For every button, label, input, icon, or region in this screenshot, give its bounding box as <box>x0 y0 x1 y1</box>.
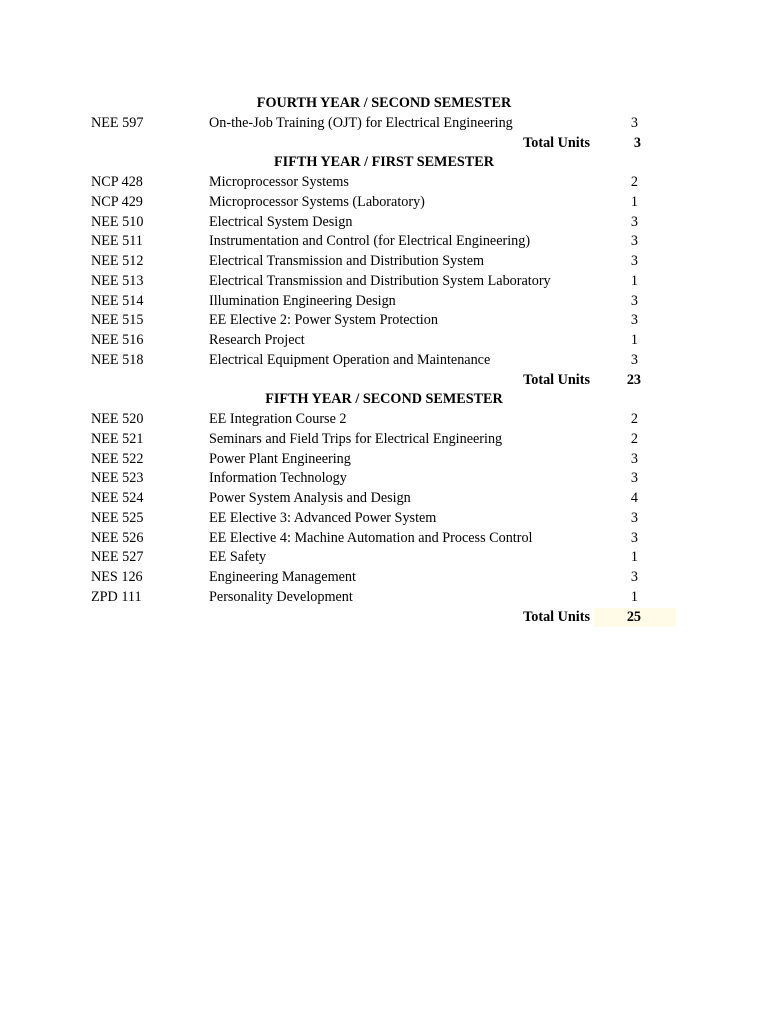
semester-header: FIFTH YEAR / SECOND SEMESTER <box>265 391 503 408</box>
course-title: Personality Development <box>209 588 353 605</box>
course-units: 1 <box>630 272 638 289</box>
total-units-label: Total Units <box>523 371 590 388</box>
course-units: 2 <box>630 174 638 190</box>
curriculum-sheet <box>0 94 768 627</box>
course-title: EE Safety <box>209 549 267 566</box>
course-units: 3 <box>630 233 638 250</box>
course-title: Power Plant Engineering <box>209 450 351 467</box>
course-row <box>0 588 768 608</box>
course-code: NEE 527 <box>91 549 144 566</box>
course-row <box>0 232 768 252</box>
course-row <box>0 213 768 233</box>
course-title: Power System Analysis and Design <box>209 490 411 506</box>
course-title: On-the-Job Training (OJT) for Electrical Engineering <box>209 114 513 131</box>
course-code: NEE 516 <box>91 332 144 348</box>
course-code: NEE 521 <box>91 430 144 447</box>
course-units: 3 <box>630 450 638 467</box>
course-title: Engineering Management <box>209 569 356 585</box>
semester-header-row <box>0 390 768 410</box>
semester-header-row <box>0 94 768 114</box>
course-title: Instrumentation and Control (for Electrical Engineering) <box>209 233 531 250</box>
course-units: 3 <box>630 351 638 368</box>
course-title: Electrical Equipment Operation and Maintenance <box>209 351 491 368</box>
course-units: 4 <box>630 490 638 506</box>
course-row <box>0 529 768 549</box>
course-row <box>0 272 768 292</box>
total-units-label: Total Units <box>523 608 590 625</box>
course-row <box>0 548 768 568</box>
course-code: NCP 429 <box>91 193 143 210</box>
course-title: Microprocessor Systems (Laboratory) <box>209 193 425 210</box>
course-code: NEE 510 <box>91 213 144 230</box>
course-title: Microprocessor Systems <box>209 174 349 190</box>
course-code: NEE 518 <box>91 351 144 368</box>
course-units: 2 <box>630 411 638 427</box>
course-code: NEE 515 <box>91 312 144 329</box>
total-units-value: 25 <box>626 608 641 625</box>
total-units-row <box>0 371 768 391</box>
total-units-value: 23 <box>626 371 641 388</box>
total-units-label: Total Units <box>523 134 590 151</box>
total-units-row <box>0 134 768 154</box>
course-title: EE Integration Course 2 <box>209 411 347 427</box>
course-code: NEE 522 <box>91 450 144 467</box>
course-row <box>0 450 768 470</box>
course-code: NEE 513 <box>91 272 144 289</box>
semester-header: FIFTH YEAR / FIRST SEMESTER <box>274 154 494 171</box>
course-code: NEE 520 <box>91 411 144 427</box>
course-code: NEE 524 <box>91 490 144 506</box>
course-units: 3 <box>630 292 638 309</box>
course-code: NEE 512 <box>91 253 144 269</box>
course-units: 3 <box>630 114 638 131</box>
course-title: Information Technology <box>209 470 347 487</box>
course-row <box>0 469 768 489</box>
course-title: Electrical Transmission and Distribution System Laboratory <box>209 272 551 289</box>
course-units: 3 <box>630 470 638 487</box>
course-units: 3 <box>630 569 638 585</box>
course-code: NEE 525 <box>91 509 144 526</box>
semester-header: FOURTH YEAR / SECOND SEMESTER <box>256 95 512 111</box>
course-units: 1 <box>630 332 638 348</box>
course-row <box>0 331 768 351</box>
course-row <box>0 568 768 588</box>
course-units: 1 <box>630 588 638 605</box>
course-title: EE Elective 2: Power System Protection <box>209 312 438 329</box>
course-code: NEE 511 <box>91 233 143 250</box>
course-code: ZPD 111 <box>91 588 142 605</box>
course-units: 1 <box>630 549 638 566</box>
course-title: Electrical System Design <box>209 213 353 230</box>
course-title: Illumination Engineering Design <box>209 292 396 309</box>
course-code: NEE 514 <box>91 292 144 309</box>
course-title: EE Elective 4: Machine Automation and Process Control <box>209 529 533 546</box>
course-row <box>0 252 768 272</box>
course-row <box>0 193 768 213</box>
total-units-value: 3 <box>633 134 641 151</box>
course-units: 3 <box>630 509 638 526</box>
course-row <box>0 114 768 134</box>
course-title: EE Elective 3: Advanced Power System <box>209 509 437 526</box>
course-units: 2 <box>630 430 638 447</box>
course-row <box>0 509 768 529</box>
course-code: NEE 526 <box>91 529 144 546</box>
course-title: Seminars and Field Trips for Electrical Engineering <box>209 430 503 447</box>
course-row <box>0 489 768 509</box>
course-units: 3 <box>630 253 638 269</box>
course-row <box>0 173 768 193</box>
course-title: Electrical Transmission and Distribution System <box>209 253 485 269</box>
course-row <box>0 410 768 430</box>
course-row <box>0 311 768 331</box>
course-row <box>0 351 768 371</box>
semester-header-row <box>0 153 768 173</box>
total-units-row <box>0 608 768 628</box>
course-units: 3 <box>630 312 638 329</box>
course-code: NEE 523 <box>91 470 144 487</box>
course-title: Research Project <box>209 332 305 348</box>
course-code: NCP 428 <box>91 174 143 190</box>
course-row <box>0 430 768 450</box>
course-code: NEE 597 <box>91 114 144 131</box>
course-units: 1 <box>630 193 638 210</box>
course-row <box>0 292 768 312</box>
course-units: 3 <box>630 529 638 546</box>
course-units: 3 <box>630 213 638 230</box>
course-code: NES 126 <box>91 569 143 585</box>
